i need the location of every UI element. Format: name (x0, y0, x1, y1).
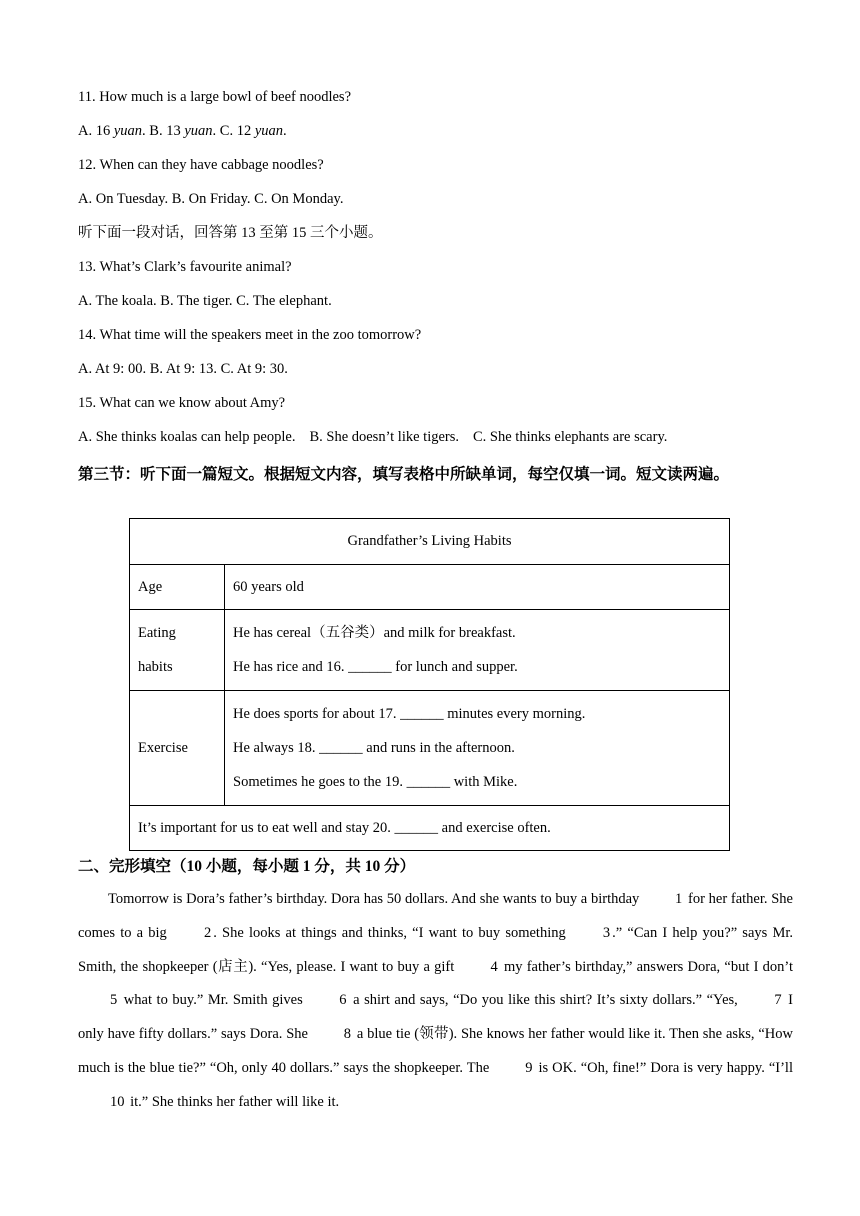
cloze-blank-1 (643, 891, 684, 907)
q11-b-prefix: B. 13 (145, 123, 185, 139)
q13-options: A. The koala. B. The tiger. C. The elephant. (78, 293, 332, 309)
q15-stem: 15. What can we know about Amy? (78, 395, 286, 411)
blank-number: 2 (203, 924, 212, 941)
cloze-blank-6 (307, 992, 348, 1008)
exercise-cell (225, 691, 730, 806)
cloze-blank-10 (78, 1094, 127, 1110)
q15-option-a: A. She thinks koalas can help people. (78, 429, 296, 445)
passage-text: I only have fifty dollars.” says Dora. She (78, 992, 793, 1043)
blank-number: 10 (110, 1093, 125, 1110)
eating-label (130, 610, 225, 691)
q11-a-suffix: . (142, 123, 146, 139)
passage-text: .” “Can I help you?” says Mr. Smith, the shopkeeper (店主). “Yes, please. I want to buy a gift (78, 924, 793, 975)
living-habits-table (129, 518, 730, 851)
passage-text: it.” She thinks her father will like it. (126, 1093, 340, 1110)
document-page (78, 84, 793, 1110)
q15-option-c: C. She thinks elephants are scary. (473, 429, 668, 445)
q15-options (78, 424, 793, 458)
eating-cell (225, 610, 730, 691)
instruction-13-15: 听下面一段对话，回答第 13 至第 15 三个小题。 (78, 225, 383, 241)
table-footer: It’s important for us to eat well and stay 20. ______ and exercise often. (130, 806, 730, 851)
q15-option-b: B. She doesn’t like tigers. (309, 429, 460, 445)
cloze-passage (78, 883, 793, 1120)
q11-options (78, 118, 793, 152)
q11-a-unit: yuan (113, 123, 143, 139)
q11-b-unit: yuan (184, 123, 213, 139)
passage-text: for her father. She comes to a big (78, 891, 793, 941)
eating-label-line-1: Eating (138, 625, 176, 641)
table-title: Grandfather’s Living Habits (130, 519, 730, 565)
q11-stem: 11. How much is a large bowl of beef noodles? (78, 89, 352, 105)
age-label: Age (130, 565, 225, 610)
q11-c-suffix: . (283, 123, 287, 139)
blank-number: 5 (110, 992, 118, 1009)
eating-line-1: He has cereal（五谷类）and milk for breakfast. (233, 625, 516, 641)
blank-number: 4 (490, 958, 498, 975)
cloze-blank-9 (493, 1060, 534, 1076)
q14-stem: 14. What time will the speakers meet in the zoo tomorrow? (78, 327, 422, 343)
blank-number: 7 (774, 992, 782, 1009)
q11-a-prefix: A. 16 (78, 123, 114, 139)
cloze-blank-3 (571, 925, 612, 941)
age-value: 60 years old (225, 565, 730, 610)
cloze-blank-2 (172, 925, 213, 941)
exercise-line-2: He always 18. ______ and runs in the afternoon. (233, 740, 515, 756)
eating-label-line-2: habits (138, 659, 173, 675)
eating-line-2: He has rice and 16. ______ for lunch and supper. (233, 659, 518, 675)
q14-options: A. At 9: 00. B. At 9: 13. C. At 9: 30. (78, 361, 288, 377)
cloze-section (78, 850, 793, 1120)
cloze-blank-5 (78, 992, 119, 1008)
passage-text: Tomorrow is Dora’s father’s birthday. Dora has 50 dollars. And she wants to buy a birthday (108, 891, 644, 907)
q11-c-unit: yuan (254, 123, 284, 139)
passage-text: what to buy.” Mr. Smith gives (119, 992, 308, 1009)
passage-text: a blue tie (领带). She knows her father would like it. Then she asks, “How much is the blue tie?” “Oh, only 40 dollars.” says the shopkeeper. The (78, 1026, 793, 1076)
blank-number: 6 (339, 992, 347, 1009)
blank-number: 1 (675, 891, 683, 907)
q12-stem: 12. When can they have cabbage noodles? (78, 157, 324, 173)
exercise-line-1: He does sports for about 17. ______ minutes every morning. (233, 706, 586, 722)
q11-b-suffix: . (212, 123, 217, 139)
exercise-line-3: Sometimes he goes to the 19. ______ with Mike. (233, 774, 518, 790)
passage-text: is OK. “Oh, fine!” Dora is very happy. “I’ll (534, 1059, 793, 1076)
blank-number: 8 (343, 1026, 352, 1043)
q11-c-prefix: C. 12 (216, 123, 255, 139)
q13-stem: 13. What’s Clark’s favourite animal? (78, 259, 292, 275)
passage-text: a shirt and says, “Do you like this shirt? It’s sixty dollars.” “Yes, (348, 992, 743, 1009)
q12-options: A. On Tuesday. B. On Friday. C. On Monday. (78, 191, 344, 207)
passage-text: my father’s birthday,” answers Dora, “but I don’t (499, 958, 793, 975)
exercise-label: Exercise (130, 691, 225, 806)
section3-heading: 第三节：听下面一篇短文。根据短文内容，填写表格中所缺单词，每空仅填一词。短文读两遍。 (78, 466, 730, 483)
cloze-blank-8 (312, 1026, 353, 1042)
section2-heading: 二、完形填空（10 小题，每小题 1 分，共 10 分） (78, 858, 416, 875)
blank-number: 9 (525, 1059, 533, 1076)
cloze-blank-7 (742, 992, 783, 1008)
passage-text: . She looks at things and thinks, “I want to buy something (213, 924, 571, 941)
cloze-blank-4 (458, 959, 499, 975)
blank-number: 3 (602, 924, 611, 941)
